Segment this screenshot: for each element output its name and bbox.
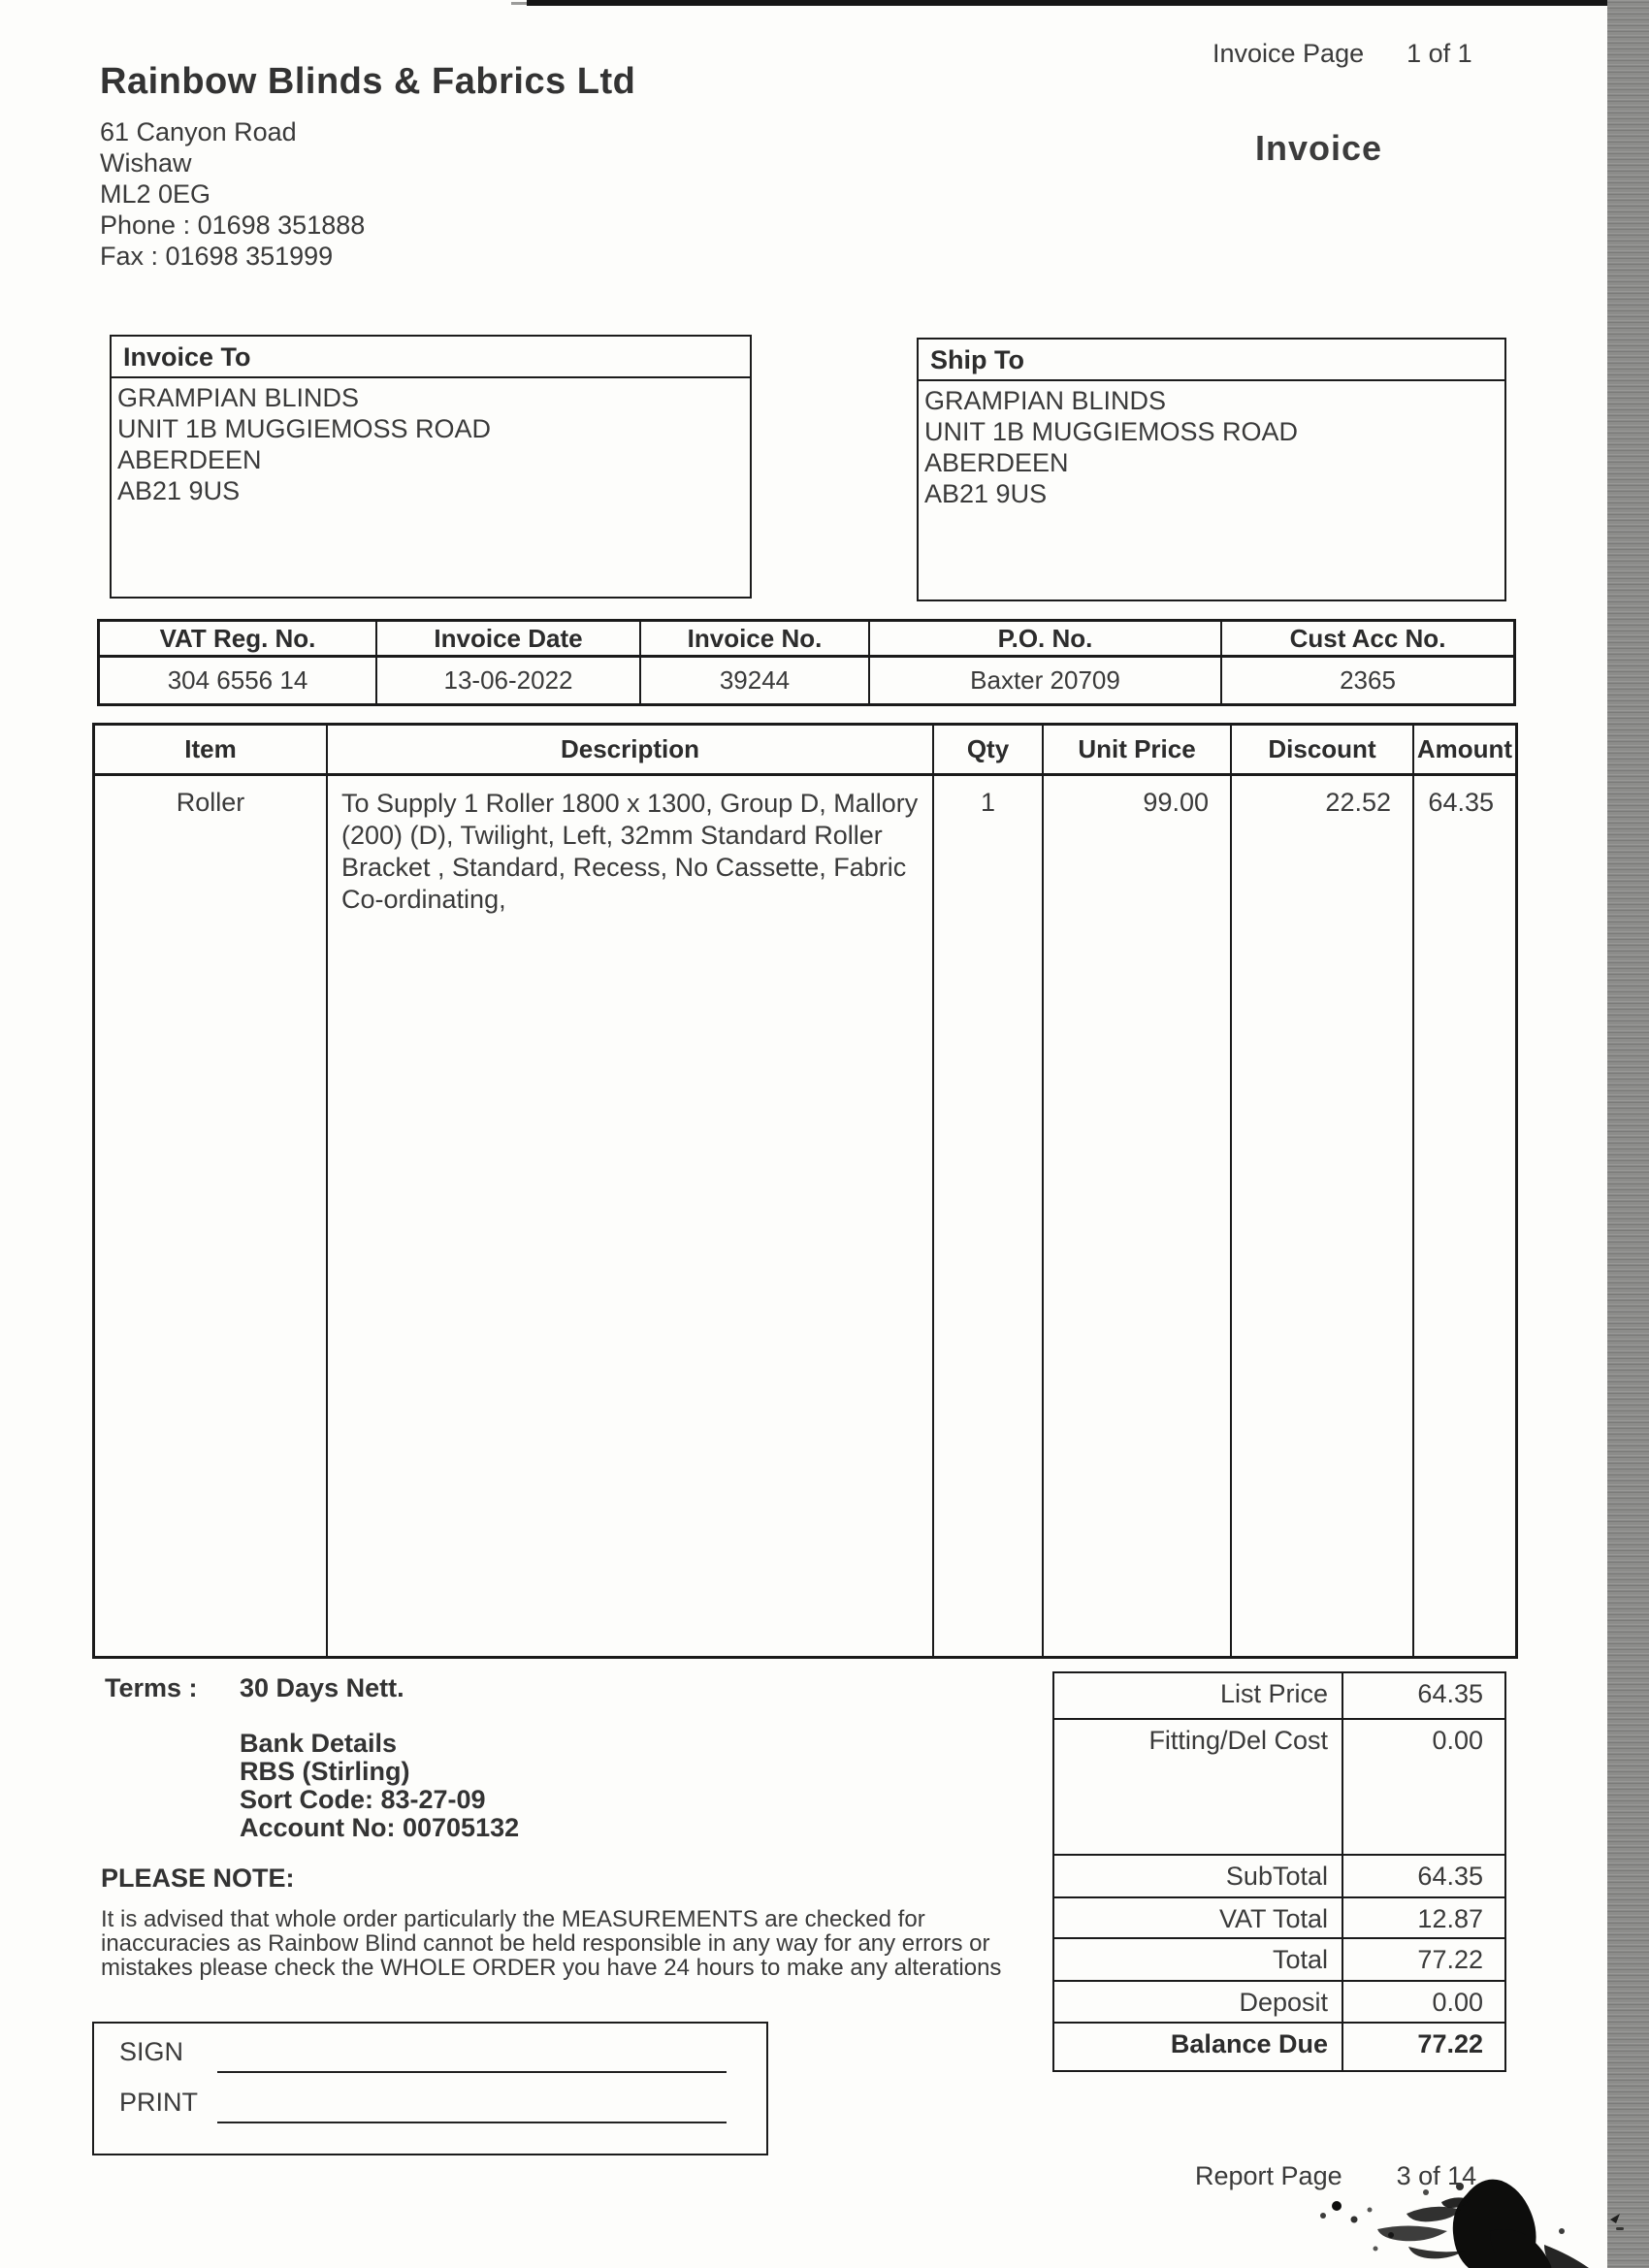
meta-header-cust-acc: Cust Acc No. bbox=[1289, 623, 1446, 653]
meta-header-vat-reg: VAT Reg. No. bbox=[100, 622, 377, 655]
print-line bbox=[217, 2122, 727, 2123]
invoice-page-label: Invoice Page bbox=[1212, 39, 1365, 68]
company-address-line: 61 Canyon Road bbox=[100, 117, 297, 146]
totals-label: Deposit bbox=[1054, 1982, 1343, 2022]
report-page-label: Report Page bbox=[1195, 2161, 1342, 2190]
invoice-to-address-line: ABERDEEN bbox=[117, 445, 262, 474]
terms-label: Terms : bbox=[105, 1673, 198, 1702]
totals-row-fitting-del-cost bbox=[1054, 1718, 1504, 1854]
bank-sort-code: Sort Code: 83-27-09 bbox=[240, 1785, 486, 1814]
totals-value: 0.00 bbox=[1432, 1726, 1483, 1755]
totals-row-subtotal bbox=[1054, 1854, 1504, 1896]
totals-row-deposit bbox=[1054, 1980, 1504, 2022]
scan-top-edge-artifact bbox=[527, 0, 1607, 6]
totals-label: VAT Total bbox=[1054, 1898, 1343, 1937]
meta-value-po-no: Baxter 20709 bbox=[870, 658, 1222, 703]
invoice-to-box bbox=[110, 335, 752, 599]
line-item-unit-price: 99.00 bbox=[1044, 776, 1232, 1656]
line-item-row bbox=[95, 776, 1515, 1656]
column-header-unit-price: Unit Price bbox=[1044, 726, 1232, 773]
invoice-page-indicator bbox=[1212, 39, 1472, 69]
bank-details-title: Bank Details bbox=[240, 1729, 398, 1758]
bank-name: RBS (Stirling) bbox=[240, 1757, 410, 1786]
report-page-value: 3 of 14 bbox=[1396, 2161, 1477, 2190]
line-item-name: Roller bbox=[95, 776, 328, 1656]
report-page-indicator bbox=[1195, 2161, 1476, 2191]
totals-label: SubTotal bbox=[1054, 1856, 1343, 1896]
scan-top-dash-artifact bbox=[511, 2, 527, 5]
totals-value: 77.22 bbox=[1417, 1945, 1483, 1974]
meta-value-invoice-no: 39244 bbox=[641, 658, 870, 703]
company-fax: Fax : 01698 351999 bbox=[100, 242, 334, 271]
company-name: Rainbow Blinds & Fabrics Ltd bbox=[100, 61, 636, 102]
terms-row bbox=[105, 1673, 404, 1703]
invoice-to-label: Invoice To bbox=[112, 337, 750, 378]
line-items-table bbox=[92, 723, 1518, 1659]
invoice-to-address-line: AB21 9US bbox=[117, 476, 241, 505]
line-items-header-row bbox=[95, 726, 1515, 776]
totals-label: List Price bbox=[1054, 1673, 1343, 1718]
totals-value: 0.00 bbox=[1432, 1988, 1483, 2017]
company-header bbox=[100, 61, 635, 272]
meta-header-po-no: P.O. No. bbox=[870, 622, 1222, 655]
invoice-title: Invoice bbox=[1255, 128, 1383, 168]
please-note-title: PLEASE NOTE: bbox=[101, 1863, 295, 1893]
invoice-to-address-line: GRAMPIAN BLINDS bbox=[117, 383, 360, 412]
column-header-amount: Amount bbox=[1416, 734, 1513, 763]
totals-row-list-price bbox=[1054, 1673, 1504, 1718]
print-label: PRINT bbox=[119, 2088, 198, 2117]
sign-line bbox=[217, 2071, 727, 2073]
meta-value-cust-acc: 2365 bbox=[1340, 665, 1396, 695]
meta-header-invoice-no: Invoice No. bbox=[641, 622, 870, 655]
company-address-line: ML2 0EG bbox=[100, 179, 211, 209]
meta-value-invoice-date: 13-06-2022 bbox=[377, 658, 641, 703]
totals-value: 77.22 bbox=[1417, 2029, 1483, 2058]
ship-to-address-line: AB21 9US bbox=[924, 479, 1048, 508]
ship-to-label: Ship To bbox=[919, 340, 1504, 381]
column-header-qty: Qty bbox=[934, 726, 1044, 773]
sign-label: SIGN bbox=[119, 2037, 184, 2066]
totals-label: Total bbox=[1054, 1939, 1343, 1980]
note-text: It is advised that whole order particularly the MEASUREMENTS are checked for inaccuracies as Rainbow Blind cannot be held responsible in any way for any errors or mistakes please check the WHOLE ORDER you have 24 hours to make any alterations bbox=[101, 1906, 1002, 1981]
company-address-line: Wishaw bbox=[100, 148, 192, 178]
invoice-to-address-line: UNIT 1B MUGGIEMOSS ROAD bbox=[117, 414, 492, 443]
totals-value: 12.87 bbox=[1417, 1904, 1483, 1933]
column-header-item: Item bbox=[95, 726, 328, 773]
totals-value: 64.35 bbox=[1417, 1862, 1483, 1891]
totals-row-balance-due bbox=[1054, 2022, 1504, 2070]
line-item-description: To Supply 1 Roller 1800 x 1300, Group D, Mallory (200) (D), Twilight, Left, 32mm Standard Roller Bracket , Standard, Recess, No Cassette, Fabric Co-ordinating, bbox=[328, 776, 934, 1656]
line-item-amount: 64.35 bbox=[1428, 788, 1494, 817]
ship-to-address-line: GRAMPIAN BLINDS bbox=[924, 386, 1167, 415]
totals-box bbox=[1052, 1671, 1506, 2072]
totals-row-vat-total bbox=[1054, 1896, 1504, 1937]
totals-label: Balance Due bbox=[1054, 2024, 1343, 2070]
totals-value: 64.35 bbox=[1417, 1679, 1483, 1708]
totals-row-total bbox=[1054, 1937, 1504, 1980]
bank-account-no: Account No: 00705132 bbox=[240, 1813, 520, 1842]
ship-to-address-line: UNIT 1B MUGGIEMOSS ROAD bbox=[924, 417, 1299, 446]
meta-value-vat-reg: 304 6556 14 bbox=[100, 658, 377, 703]
line-item-qty: 1 bbox=[934, 776, 1044, 1656]
invoice-meta-table bbox=[97, 619, 1516, 706]
meta-header-invoice-date: Invoice Date bbox=[377, 622, 641, 655]
invoice-page-value: 1 of 1 bbox=[1406, 39, 1472, 68]
ship-to-box bbox=[917, 338, 1506, 601]
totals-label: Fitting/Del Cost bbox=[1054, 1720, 1343, 1854]
terms-value: 30 Days Nett. bbox=[240, 1673, 404, 1702]
column-header-description: Description bbox=[328, 726, 934, 773]
line-item-discount: 22.52 bbox=[1232, 776, 1414, 1656]
ship-to-address-line: ABERDEEN bbox=[924, 448, 1069, 477]
scan-edge-band bbox=[1607, 0, 1649, 2268]
column-header-discount: Discount bbox=[1232, 726, 1414, 773]
bank-details-block bbox=[240, 1730, 519, 1842]
signature-box bbox=[92, 2022, 768, 2155]
company-phone: Phone : 01698 351888 bbox=[100, 211, 366, 240]
